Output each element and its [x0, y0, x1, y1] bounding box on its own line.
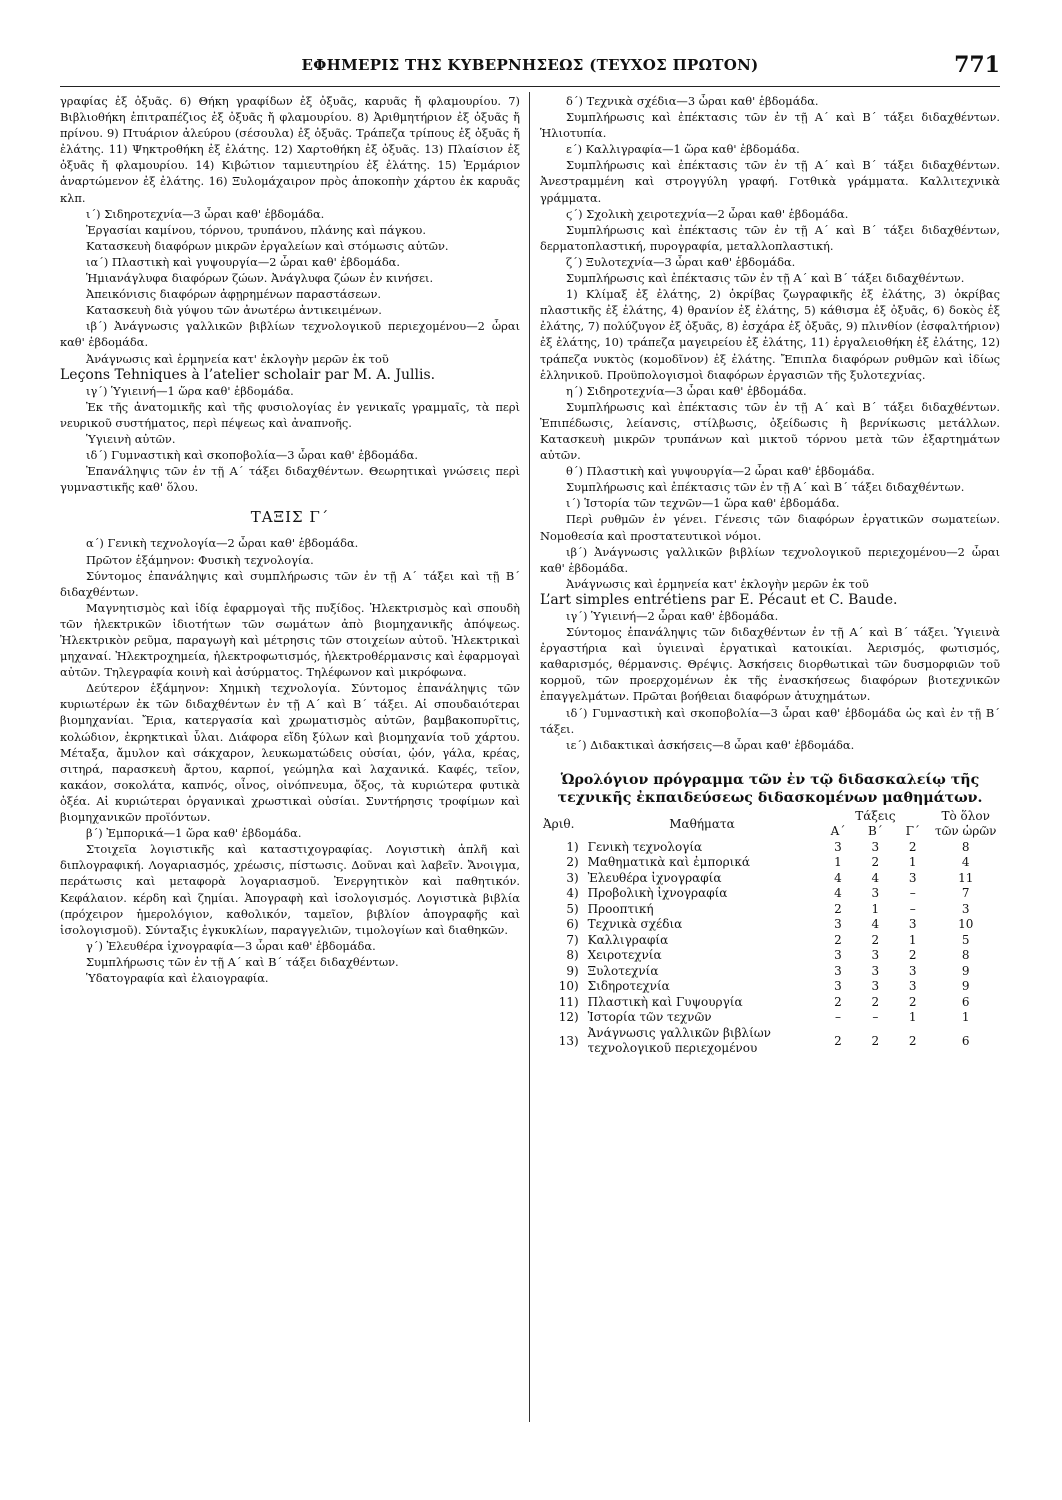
subject-heading: β΄) Ἐμπορικά—1 ὥρα καθ' ἑβδομάδα. — [86, 826, 302, 841]
paragraph: Συμπλήρωσις τῶν ἐν τῇ Α΄ καὶ Β΄ τάξει διδαχθέντων. — [86, 954, 399, 969]
paragraph: Ὑγιεινὴ αὐτῶν. — [86, 431, 176, 446]
page-header — [60, 52, 1000, 82]
cell-b: 2 — [871, 855, 880, 870]
section-heading: ΤΑΞΙΣ Γ΄ — [250, 508, 330, 527]
table-row — [540, 917, 1000, 933]
paragraph: 1) Κλίμαξ ἐξ ἐλάτης, 2) ὀκρίβας ζωγραφικῆς ἐξ ἐλάτης, 3) ὀκρίβας πλαστικῆς ἐξ ἐλάτης, 4) θρανίον ἐξ ἐλάτης, 5) κάθισμα ἐξ ὀξυᾶς, 6) δοκὸς ἐξ ἐλάτης, 7) πολύζυγον ἐξ ὀξυᾶς, 8) ἐσχάρα ἐξ ὀξυᾶς, 9) πλινθίον (ἐσφαλτήριον) ἐξ ἐλάτης, 10) τράπεζα μαγειρείου ἐξ ἐλάτης, 11) ἐργαλειοθήκη ἐξ ἐλάτης, 12) τράπεζα νυκτὸς (κομοδῖνον) ἐξ ἐλάτης. Ἔπιπλα διαφόρων ρυθμῶν καὶ ἰδίως ἑλληνικοῦ. Προϋπολογισμοὶ διαφόρων ἐργασιῶν τῆς ξυλοτεχνίας. — [540, 287, 1000, 382]
paragraph: Ἀνάγνωσις καὶ ἑρμηνεία κατ' ἐκλογὴν μερῶν ἐκ τοῦ — [86, 351, 389, 366]
paragraph: Συμπλήρωσις καὶ ἐπέκτασις τῶν ἐν τῇ Α΄ καὶ Β΄ τάξει διδαχθέντων, δερματοπλαστική, πυρογραφία, μεταλλοπλαστική. — [540, 222, 1000, 253]
paragraph: Κατασκευὴ διαφόρων μικρῶν ἐργαλείων καὶ στόμωσις αὐτῶν. — [86, 238, 449, 253]
class-label-c: Γ΄ — [905, 824, 920, 839]
left-column — [60, 93, 520, 986]
cell-total: 7 — [961, 886, 970, 901]
paragraph: Περὶ ρυθμῶν ἐν γένει. Γένεσις τῶν διαφόρων ἐργατικῶν σωματείων. Νομοθεσία καὶ προστατευτικοὶ νόμοι. — [540, 512, 1000, 543]
table-row — [540, 871, 1000, 887]
cell-c: 1 — [908, 932, 917, 947]
cell-a: 1 — [834, 855, 842, 870]
cell-c: 3 — [908, 870, 917, 885]
paragraph: Συμπλήρωσις καὶ ἐπέκτασις τῶν ἐν τῇ Α΄ καὶ Β΄ τάξει διδαχθέντων. Ἐπιπέδωσις, λείανσις, στίλβωσις, ὀξείδωσις ἢ βερνίκωσις μετάλλων. Κατασκευὴ μικρῶν τρυπάνων καὶ μικτοῦ τόρνου μετὰ τῶν ἐξαρτημάτων αὐτῶν. — [540, 399, 1000, 463]
paragraph: Συμπλήρωσις καὶ ἐπέκτασις τῶν ἐν τῇ Α΄ καὶ Β΄ τάξει διδαχθέντων. — [566, 480, 965, 495]
cell-a: 2 — [834, 932, 842, 947]
cell-a: 2 — [834, 994, 842, 1009]
cell-b: – — [872, 1010, 879, 1025]
cell-a: 2 — [834, 901, 842, 916]
cell-b: 4 — [871, 870, 880, 885]
paragraph: γραφίας ἐξ ὀξυᾶς. 6) Θήκη γραφίδων ἐξ ὀξυᾶς, καρυᾶς ἤ φλαμουρίου. 7) Βιβλιοθήκη ἐπιτραπέζιος ἐξ ὀξυᾶς ἤ φλαμουρίου. 8) Ἀριθμητήριον ἐξ ὀξυᾶς ἤ πρίνου. 9) Πτυάριον ἀλεύρου (σέσουλα) ἐξ ὀξυᾶς. Τράπεζα τρίπους ἐξ ὀξυᾶς ἤ ἐλάτης. 11) Ψηκτροθήκη ἐξ ἐλάτης. 12) Χαρτοθήκη ἐξ ὀξυᾶς. 13) Πλαίσιον ἐξ ὀξυᾶς ἤ φλαμουρίου. 14) Κιβώτιον ταμιευτηρίου ἐξ ἐλάτης. 15) Ἑρμάριον ἀναρτώμενον ἐξ ἐλάτης. 16) Ξυλομάχαιρον πρὸς ἀποκοπὴν χάρτου ἐκ καρυᾶς κλπ. — [60, 94, 520, 205]
cell-num: 2) — [566, 855, 579, 870]
cell-b: 4 — [871, 917, 880, 932]
cell-total: 5 — [961, 932, 970, 947]
cell-subject: Καλλιγραφία — [587, 932, 669, 947]
cell-num: 13) — [558, 1033, 579, 1048]
right-column — [540, 93, 1000, 1057]
paragraph: Μαγνητισμὸς καὶ ἰδίᾳ ἐφαρμογαὶ τῆς πυξίδος. Ἠλεκτρισμὸς καὶ σπουδὴ τῶν ἠλεκτρικῶν ἰδιοτήτων τῶν σωμάτων ἀπὸ βιομηχανικῆς ἀπόψεως. Ἠλεκτρικὸν ρεῦμα, παραγωγὴ καὶ μέτρησις τῶν στοιχείων αὐτοῦ. Ἠλεκτρικαὶ μηχαναί. Ἠλεκτροχημεία, ἠλεκτροφωτισμός, ἠλεκτροθέρμανσις καὶ ἐφαρμογαὶ αὐτῶν. Τηλεγραφία κοινὴ καὶ ἀσύρματος. Τηλέφωνον καὶ μικρόφωνα. — [60, 600, 520, 680]
subject-heading: ζ΄) Ξυλοτεχνία—3 ὧραι καθ' ἑβδομάδα. — [566, 254, 796, 269]
table-row — [540, 948, 1000, 964]
cell-subject: Σιδηροτεχνία — [587, 979, 670, 994]
cell-subject: Χειροτεχνία — [587, 948, 662, 963]
cell-total: 6 — [961, 1033, 970, 1048]
paragraph: Σύντομος ἐπανάληψις τῶν διδαχθέντων ἐν τῇ Α΄ καὶ Β΄ τάξει. Ὑγιεινὰ ἐργαστήρια καὶ ὑγιειναὶ ἐργατικαὶ κατοικίαι. Ἀερισμός, φωτισμός, καθαρισμός, θέρμανσις. Θρέψις. Ἀσκήσεις διορθωτικαὶ τῶν δυσμορφιῶν τοῦ κορμοῦ, τῶν προερχομένων ἐκ τῆς ἐνασκήσεως διαφόρων βιοτεχνικῶν ἐπαγγελμάτων. Πρῶται βοήθειαι διαφόρων ἀτυχημάτων. — [540, 625, 1000, 704]
table-row — [540, 855, 1000, 871]
cell-total: 4 — [961, 855, 970, 870]
table-row — [540, 964, 1000, 980]
cell-c: 3 — [908, 979, 917, 994]
cell-num: 3) — [566, 870, 579, 885]
paragraph: Ἀνάγνωσις καὶ ἑρμηνεία κατ' ἐκλογὴν μερῶν ἐκ τοῦ — [566, 576, 869, 591]
cell-total: 10 — [958, 917, 974, 932]
cell-total: 9 — [961, 979, 970, 994]
subject-heading: θ΄) Πλαστικὴ καὶ γυψουργία—2 ὧραι καθ' ἑβδομάδα. — [566, 464, 875, 479]
cell-a: 4 — [834, 870, 842, 885]
paragraph: Στοιχεῖα λογιστικῆς καὶ καταστιχογραφίας. Λογιστικὴ ἁπλῆ καὶ διπλογραφική. Λογαριασμός, χρέωσις, πίστωσις. Δοῦναι καὶ λαβεῖν. Ἄνοιγμα, περάτωσις καὶ μεταφορὰ λογαριασμοῦ. Ἐνεργητικὸν καὶ παθητικόν. Κεφάλαιον. κέρδη καὶ ζημίαι. Ἀπογραφὴ καὶ ἰσολογισμός. Λογιστικὰ βιβλία (πρόχειρον ἡμερολόγιον, καθολικόν, ταμεῖον, βιβλίον ἀπογραφῆς καὶ ἰσολογισμοῦ). Σύνταξις ἐγκυκλίων, παραγγελιῶν, τιμολογίων καὶ διαθηκῶν. — [60, 842, 520, 937]
paragraph: Ἐπανάληψις τῶν ἐν τῇ Α΄ τάξει διδαχθέντων. Θεωρητικαὶ γνώσεις περὶ γυμναστικῆς καθ' ὅλου. — [60, 464, 520, 495]
cell-c: 3 — [908, 917, 917, 932]
col-classes-header: Τάξεις — [855, 808, 896, 823]
cell-a: 4 — [834, 886, 842, 901]
cell-subject: Προοπτική — [587, 901, 654, 916]
cell-subject: Ἀνάγνωσις γαλλικῶν βιβλίων τεχνολογικοῦ περιεχομένου — [587, 1025, 771, 1056]
paragraph: Ἐργασίαι καμίνου, τόρνου, τρυπάνου, πλάνης καὶ πάγκου. — [86, 222, 426, 237]
cell-total: 9 — [961, 963, 970, 978]
cell-subject: Γενικὴ τεχνολογία — [587, 839, 703, 854]
cell-subject: Ἱστορία τῶν τεχνῶν — [587, 1010, 712, 1025]
column-divider — [529, 92, 530, 1422]
subject-heading: ια΄) Πλαστικὴ καὶ γυψουργία—2 ὧραι καθ' ἑβδομάδα. — [86, 254, 400, 269]
cell-num: 1) — [566, 839, 579, 854]
subject-heading: δ΄) Τεχνικὰ σχέδια—3 ὧραι καθ' ἑβδομάδα. — [566, 94, 819, 108]
col-number-header: Ἀριθ. — [543, 816, 575, 831]
cell-a: 3 — [834, 963, 842, 978]
subject-heading: η΄) Σιδηροτεχνία—3 ὧραι καθ' ἑβδομάδα. — [566, 383, 807, 398]
paragraph: Ἐκ τῆς ἀνατομικῆς καὶ τῆς φυσιολογίας ἐν γενικαῖς γραμμαῖς, τὰ περὶ νευρικοῦ συστήματος, περὶ πέψεως καὶ ἀναπνοῆς. — [60, 399, 520, 430]
class-label-a: Α΄ — [830, 824, 846, 839]
cell-num: 6) — [566, 917, 579, 932]
table-row — [540, 1010, 1000, 1026]
cell-total: 3 — [961, 901, 970, 916]
cell-c: 1 — [908, 1010, 917, 1025]
cell-a: 2 — [834, 1033, 842, 1048]
cell-c: 2 — [908, 1033, 917, 1048]
schedule-body — [540, 840, 1000, 1057]
cell-total: 6 — [961, 994, 970, 1009]
paragraph: Ὑδατογραφία καὶ ἐλαιογραφία. — [86, 970, 269, 985]
cell-b: 3 — [871, 948, 880, 963]
subject-heading: ι΄) Σιδηροτεχνία—3 ὧραι καθ' ἑβδομάδα. — [86, 206, 325, 221]
table-row — [540, 1026, 1000, 1057]
cell-subject: Τεχνικὰ σχέδια — [587, 917, 683, 932]
table-row — [540, 840, 1000, 856]
subject-heading: ιβ΄) Ἀνάγνωσις γαλλικῶν βιβλίων τεχνολογικοῦ περιεχομένου—2 ὧραι καθ' ἑβδομάδα. — [540, 544, 1000, 575]
cell-b: 2 — [871, 932, 880, 947]
cell-num: 12) — [558, 1010, 579, 1025]
paragraph: Κατασκευὴ διὰ γύψου τῶν ἀνωτέρω ἀντικειμένων. — [86, 303, 382, 318]
cell-num: 5) — [566, 901, 579, 916]
cell-num: 10) — [558, 979, 579, 994]
subject-heading: ιγ΄) Ὑγιεινή—1 ὥρα καθ' ἑβδομάδα. — [86, 383, 294, 398]
cell-c: – — [909, 886, 916, 901]
cell-subject: Ξυλοτεχνία — [587, 963, 659, 978]
subject-heading: ϛ΄) Σχολικὴ χειροτεχνία—2 ὧραι καθ' ἑβδομάδα. — [566, 206, 849, 221]
page-number: 771 — [954, 52, 1000, 78]
schedule-table — [540, 809, 1000, 1057]
cell-num: 7) — [566, 932, 579, 947]
cell-b: 3 — [871, 979, 880, 994]
subject-heading: ιδ΄) Γυμναστικὴ καὶ σκοποβολία—3 ὧραι καθ' ἑβδομάδα. — [86, 448, 418, 463]
cell-c: – — [909, 901, 916, 916]
subject-heading: γ΄) Ἐλευθέρα ἰχνογραφία—3 ὧραι καθ' ἑβδομάδα. — [86, 938, 376, 953]
schedule-title: Ὡρολόγιον πρόγραμμα τῶν ἐν τῷ διδασκαλείῳ τῆς τεχνικῆς ἐκπαιδεύσεως διδασκομένων μαθημάτων. — [557, 771, 983, 806]
schedule-header-row — [540, 809, 1000, 825]
subject-heading: ι΄) Ἱστορία τῶν τεχνῶν—1 ὥρα καθ' ἑβδομάδα. — [566, 496, 840, 511]
paragraph: Συμπλήρωσις καὶ ἐπέκτασις τῶν ἐν τῇ Α΄ καὶ Β΄ τάξει διδαχθέντων. — [566, 271, 965, 286]
subject-heading: α΄) Γενικὴ τεχνολογία—2 ὧραι καθ' ἑβδομάδα. — [86, 536, 359, 551]
subject-heading: ιγ΄) Ὑγιεινή—2 ὧραι καθ' ἑβδομάδα. — [566, 609, 779, 623]
subject-heading: ιβ΄) Ἀνάγνωσις γαλλικῶν βιβλίων τεχνολογικοῦ περιεχομένου—2 ὧραι καθ' ἑβδομάδα. — [60, 319, 520, 350]
table-row — [540, 902, 1000, 918]
cell-c: 3 — [908, 963, 917, 978]
paragraph: Σύντομος ἐπανάληψις καὶ συμπλήρωσις τῶν ἐν τῇ Α΄ τάξει καὶ τῇ Β΄ διδαχθέντων. — [60, 568, 520, 599]
class-label-b: Β΄ — [867, 824, 883, 839]
paragraph: Συμπλήρωσις καὶ ἐπέκτασις τῶν ἐν τῇ Α΄ καὶ Β΄ τάξει διδαχθέντων. Ἡλιοτυπία. — [540, 110, 1000, 141]
table-row — [540, 933, 1000, 949]
right-column-text — [540, 93, 1000, 753]
cell-c: 1 — [908, 855, 917, 870]
cell-total: 8 — [961, 948, 970, 963]
subject-heading: ιε΄) Διδακτικαὶ ἀσκήσεις—8 ὧραι καθ' ἑβδομάδα. — [566, 737, 855, 752]
cell-num: 8) — [566, 948, 579, 963]
book-title: L’art simples entrétiens par E. Pécaut et C. Baude. — [540, 591, 898, 608]
cell-subject: Πλαστικὴ καὶ Γυψουργία — [587, 994, 743, 1009]
book-title: Leçons Tehniques à l’atelier scholair par M. A. Jullis. — [60, 366, 436, 383]
paragraph: Συμπλήρωσις καὶ ἐπέκτασις τῶν ἐν τῇ Α΄ καὶ Β΄ τάξει διδαχθέντων. Ἀνεστραμμένη καὶ στρογγύλη γραφή. Γοτθικὰ γράμματα. Καλλιτεχνικὰ γράμματα. — [540, 158, 1000, 205]
cell-c: 2 — [908, 994, 917, 1009]
cell-num: 9) — [566, 963, 579, 978]
cell-b: 3 — [871, 886, 880, 901]
subject-heading: ε΄) Καλλιγραφία—1 ὥρα καθ' ἑβδομάδα. — [566, 142, 800, 157]
table-row — [540, 886, 1000, 902]
paragraph: Ἀπεικόνισις διαφόρων ἀφῃρημένων παραστάσεων. — [86, 287, 381, 302]
col-total-header: Τὸ ὅλον τῶν ὡρῶν — [934, 808, 997, 839]
col-subject-header: Μαθήματα — [669, 816, 735, 831]
cell-b: 1 — [871, 901, 880, 916]
cell-a: – — [835, 1010, 841, 1025]
cell-total: 8 — [961, 839, 970, 854]
cell-subject: Μαθηματικὰ καὶ ἐμπορικά — [587, 855, 750, 870]
paragraph: Πρῶτον ἑξάμηνον: Φυσικὴ τεχνολογία. — [86, 552, 314, 567]
table-row — [540, 979, 1000, 995]
cell-a: 3 — [834, 839, 842, 854]
page-title: ΕΦΗΜΕΡΙΣ ΤΗΣ ΚΥΒΕΡΝΗΣΕΩΣ (ΤΕΥΧΟΣ ΠΡΩΤΟΝ) — [301, 56, 759, 74]
cell-a: 3 — [834, 948, 842, 963]
paragraph: Δεύτερον ἑξάμηνον: Χημικὴ τεχνολογία. Σύντομος ἐπανάληψις τῶν κυριωτέρων ἐκ τῶν διδαχθέντων ἐν τῇ Α΄ καὶ Β΄ τάξει. Αἱ σπουδαιότεραι βιομηχανίαι. Ἔρια, κατεργασία καὶ χρωματισμὸς αὐτῶν, βαμβακοπυρῖτις, κολώδιον, ἐκρηκτικαὶ ὗλαι. Διάφορα εἴδη ξύλων καὶ βιομηχανία τοῦ χάρτου. Μέταξα, ἄμυλον καὶ σάκχαρον, λευκωματώδεις οὐσίαι, ᾠόν, γάλα, κρέας, σιτηρά, παρασκευὴ ἄρτου, καρποί, γεώμηλα καὶ λαχανικά. Καφές, τεῖον, κακάον, σοκολάτα, καπνός, οἶνος, οἰνόπνευμα, ὄξος, τὰ κυριώτερα φυτικὰ ὀξέα. Αἱ κυριώτεραι ὀργανικαὶ χρωστικαὶ οὐσίαι. Συντήρησις τροφίμων καὶ βιομηχανικῶν προϊόντων. — [60, 681, 520, 825]
cell-c: 2 — [908, 839, 917, 854]
table-row — [540, 995, 1000, 1011]
cell-subject: Προβολικὴ ἰχνογραφία — [587, 886, 728, 901]
cell-total: 11 — [958, 870, 974, 885]
cell-subject: Ἐλευθέρα ἰχνογραφία — [587, 870, 722, 885]
cell-a: 3 — [834, 917, 842, 932]
cell-num: 4) — [566, 886, 579, 901]
paragraph: Ἡμιανάγλυφα διαφόρων ζώων. Ἀνάγλυφα ζώων ἐν κινήσει. — [86, 271, 434, 286]
cell-b: 3 — [871, 839, 880, 854]
cell-b: 2 — [871, 1033, 880, 1048]
cell-c: 2 — [908, 948, 917, 963]
cell-a: 3 — [834, 979, 842, 994]
subject-heading: ιδ΄) Γυμναστικὴ καὶ σκοποβολία—3 ὧραι καθ' ἑβδομάδα ὡς καὶ ἐν τῇ Β΄ τάξει. — [540, 705, 1000, 736]
cell-b: 3 — [871, 963, 880, 978]
cell-b: 2 — [871, 994, 880, 1009]
cell-total: 1 — [961, 1010, 970, 1025]
header-rule — [60, 86, 1000, 87]
cell-num: 11) — [558, 994, 579, 1009]
